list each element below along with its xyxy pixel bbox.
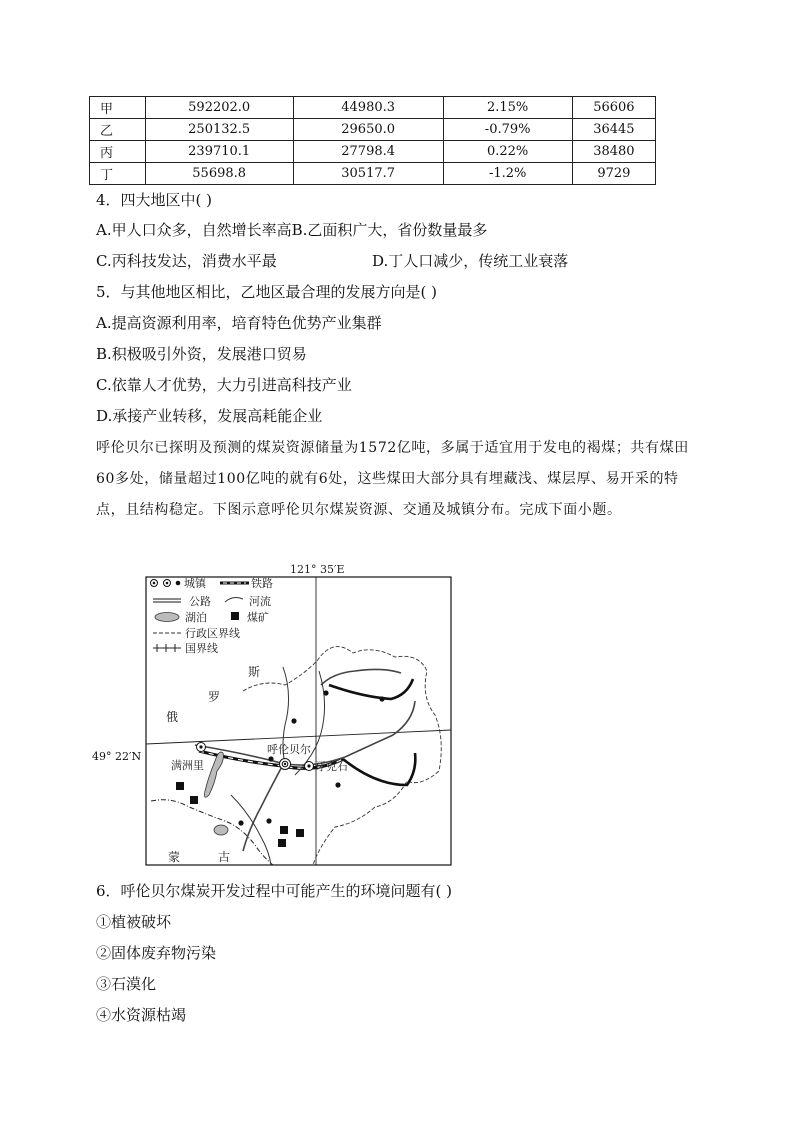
q5-option-a: A.提高资源利用率，培育特色优势产业集群 — [96, 314, 382, 332]
latitude-label: 49° 22′N — [92, 750, 142, 763]
legend-railway: 铁路 — [251, 577, 273, 590]
label-yakeshi: 牙克石 — [315, 760, 348, 773]
q6-stem: 6．呼伦贝尔煤炭开发过程中可能产生的环境问题有( ) — [96, 882, 453, 900]
table-cell: 2.15% — [443, 97, 572, 119]
table-cell: 36445 — [572, 119, 655, 141]
q6-item-1: ①植被破坏 — [96, 913, 172, 931]
table-cell: 56606 — [572, 97, 655, 119]
legend-coal: 煤矿 — [247, 611, 269, 624]
row-region-name: 丁 — [90, 163, 146, 185]
q6-item-2: ②固体废弃物污染 — [96, 944, 217, 962]
legend-admin-boundary: 行政区界线 — [185, 627, 240, 640]
table-cell: 29650.0 — [293, 119, 443, 141]
row-region-name: 甲 — [90, 97, 146, 119]
q5-stem: 5．与其他地区相比，乙地区最合理的发展方向是( ) — [96, 283, 438, 301]
table-cell: 0.22% — [443, 141, 572, 163]
table-cell: 239710.1 — [145, 141, 293, 163]
table-cell: 30517.7 — [293, 163, 443, 185]
label-mongolia-2: 古 — [218, 850, 231, 864]
legend-town: 城镇 — [184, 577, 206, 590]
q5-option-d: D.承接产业转移，发展高耗能企业 — [96, 407, 323, 425]
table-cell: 38480 — [572, 141, 655, 163]
label-russia-2: 罗 — [208, 690, 221, 704]
table-row — [90, 141, 656, 163]
lake-buir — [214, 825, 228, 835]
q4-option-b: B.乙面积广大，省份数量最多 — [291, 221, 488, 239]
legend-national-boundary: 国界线 — [185, 642, 218, 655]
table-cell: 592202.0 — [145, 97, 293, 119]
table-cell: 9729 — [572, 163, 655, 185]
longitude-label: 121° 35′E — [290, 563, 345, 576]
table-cell: 44980.3 — [293, 97, 443, 119]
q5-option-c: C.依靠人才优势，大力引进高科技产业 — [96, 376, 352, 394]
legend-lake: 湖泊 — [185, 611, 207, 624]
legend-road: 公路 — [189, 595, 211, 608]
q6-item-4: ④水资源枯竭 — [96, 1006, 187, 1024]
row-region-name: 乙 — [90, 119, 146, 141]
table-cell: 55698.8 — [145, 163, 293, 185]
row-region-name: 丙 — [90, 141, 146, 163]
q4-stem: 4．四大地区中( ) — [96, 191, 213, 209]
table-row — [90, 97, 656, 119]
q5-option-b: B.积极吸引外资，发展港口贸易 — [96, 345, 307, 363]
hulunbuir-map — [145, 563, 453, 867]
table-cell: -1.2% — [443, 163, 572, 185]
label-russia-1: 俄 — [166, 710, 179, 724]
label-manzhouli: 满洲里 — [171, 759, 204, 772]
q4-options-ab — [96, 220, 487, 240]
q4-option-a: A.甲人口众多，自然增长率高 — [96, 221, 292, 239]
q6-item-3: ③石漠化 — [96, 975, 157, 993]
table-cell: 27798.4 — [293, 141, 443, 163]
label-hulunbuir: 呼伦贝尔 — [267, 743, 311, 756]
legend-river: 河流 — [249, 595, 271, 608]
statistics-table — [89, 96, 656, 185]
table-cell: -0.79% — [443, 119, 572, 141]
label-russia-3: 斯 — [248, 665, 261, 679]
table-row — [90, 119, 656, 141]
passage: 呼伦贝尔已探明及预测的煤炭资源储量为1572亿吨，多属于适宜用于发电的褐煤；共有煤田60多处，储量超过100亿吨的就有6处，这些煤田大部分具有埋藏浅、煤层厚、易开采的特点，且结构稳定。下图示意呼伦贝尔煤炭资源、交通及城镇分布。完成下面小题。 — [96, 440, 689, 518]
table-cell: 250132.5 — [145, 119, 293, 141]
label-mongolia-1: 蒙 — [168, 850, 181, 864]
q4-option-d: D.丁人口减少，传统工业衰落 — [372, 252, 569, 270]
table-row — [90, 163, 656, 185]
q4-option-c: C.丙科技发达，消费水平最 — [96, 252, 277, 270]
